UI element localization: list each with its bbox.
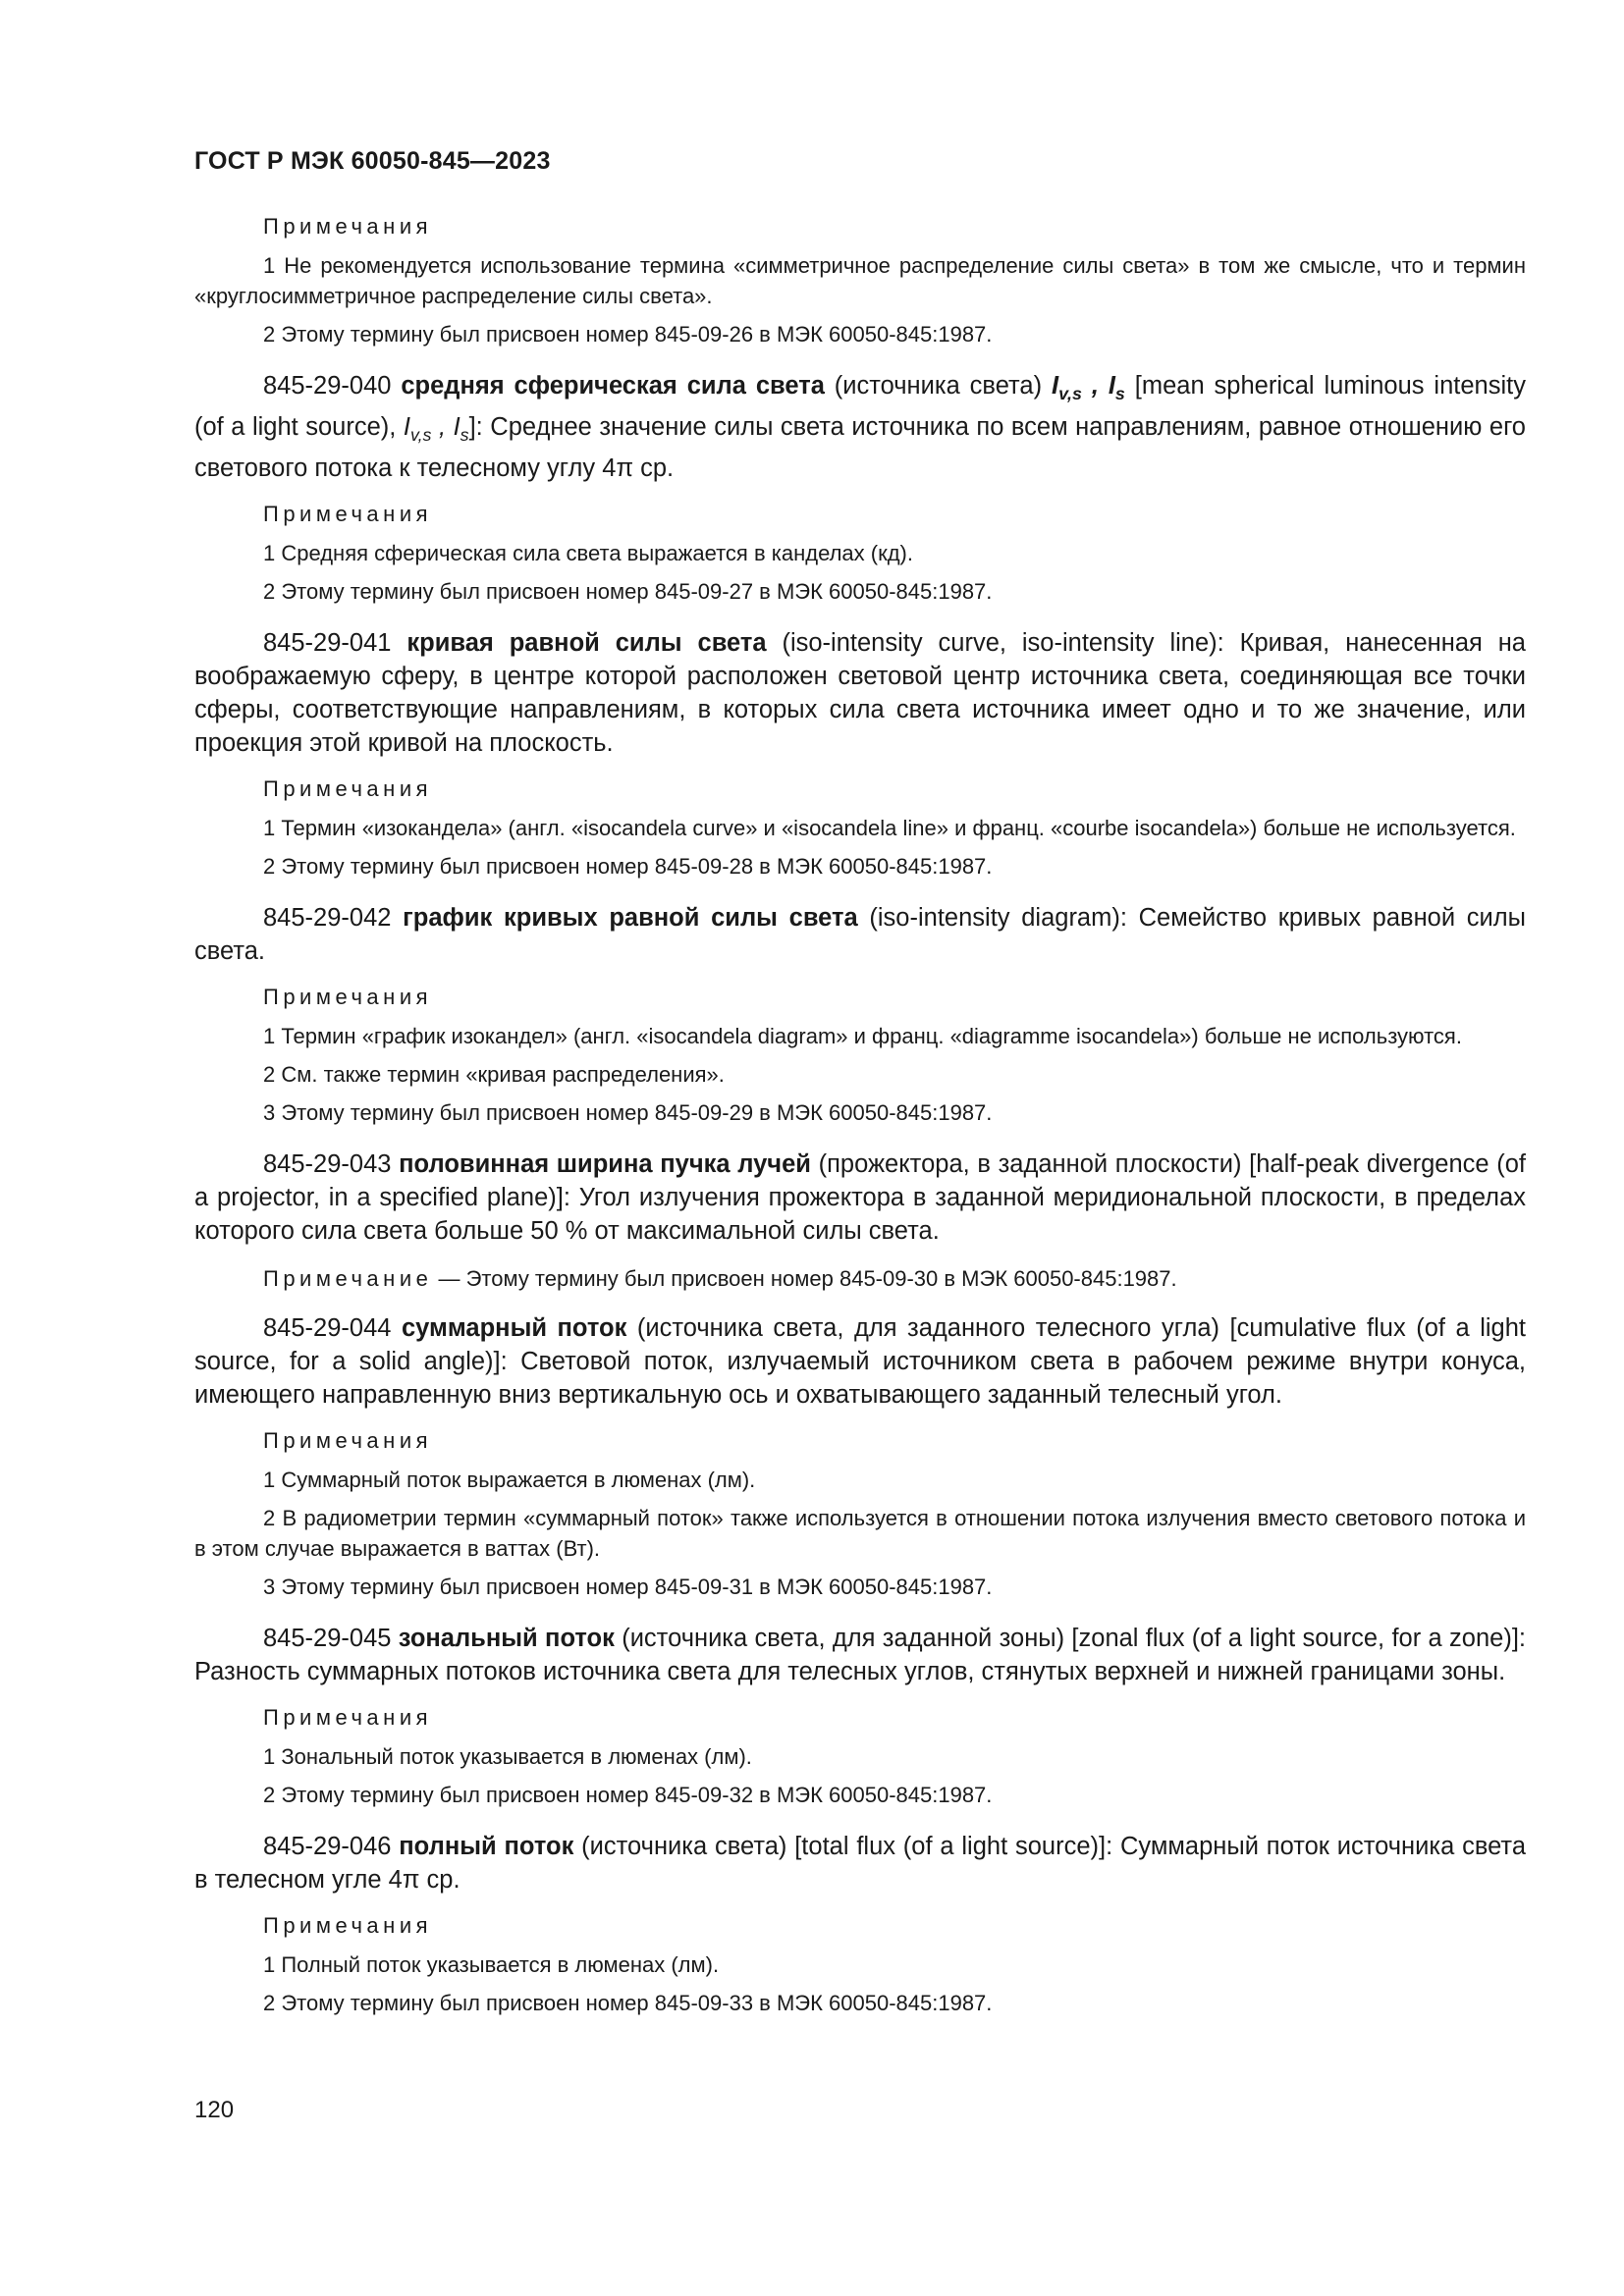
notes-title: Примечания bbox=[263, 502, 433, 527]
notes-block-044 bbox=[194, 1427, 1526, 1602]
term-text: (прожектора, в заданной плоскости) [half-peak divergence (of a projector, in a specified plane)]: Угол излучения прожектора в заданной меридиональной плоскости, в пределах которого сила света больше 50 % от максимальной силы света. bbox=[194, 1150, 1526, 1246]
term-text: [mean spherical luminous intensity (of a light source), bbox=[194, 372, 1526, 442]
notes-block-039 bbox=[194, 213, 1526, 349]
notes-title: Примечания bbox=[263, 1428, 433, 1454]
term-845-29-044 bbox=[194, 1311, 1526, 1412]
symbol-subscript: v,s bbox=[409, 425, 432, 446]
note: 1 Средняя сферическая сила света выражается в канделах (кд). bbox=[263, 541, 913, 566]
symbol-separator: , bbox=[1081, 372, 1109, 400]
note: 1 Суммарный поток выражается в люменах (лм). bbox=[263, 1468, 756, 1493]
note-label: Примечание bbox=[263, 1266, 433, 1292]
note: 1 Полный поток указывается в люменах (лм). bbox=[263, 1952, 720, 1978]
term-number: 845-29-044 bbox=[263, 1314, 392, 1343]
note: 2 Этому термину был присвоен номер 845-09-33 в МЭК 60050-845:1987. bbox=[263, 1991, 993, 2016]
note: 2 См. также термин «кривая распределения». bbox=[263, 1062, 725, 1088]
notes-title: Примечания bbox=[263, 1913, 433, 1939]
term-text: ]: Среднее значение силы света источника по всем направлениям, равное отношению его светового потока к телесному углу 4π ср. bbox=[194, 413, 1526, 483]
notes-block-040 bbox=[194, 501, 1526, 607]
term-number: 845-29-042 bbox=[263, 904, 392, 933]
term-845-29-043 bbox=[194, 1148, 1526, 1248]
note: 1 Термин «изокандела» (англ. «isocandela curve» и «isocandela line» и франц. «courbe isocandela») больше не используется. bbox=[263, 816, 1516, 841]
symbol-subscript: s bbox=[1114, 384, 1125, 404]
term-name: полный поток bbox=[399, 1833, 574, 1861]
term-number: 845-29-045 bbox=[263, 1625, 392, 1653]
note: 1 Не рекомендуется использование термина «симметричное распределение силы света» в том же смысле, что и термин «круглосимметричное распределение силы света». bbox=[194, 253, 1526, 308]
term-name: график кривых равной силы света bbox=[403, 904, 858, 933]
term-number: 845-29-046 bbox=[263, 1833, 392, 1861]
notes-block-045 bbox=[194, 1704, 1526, 1810]
symbol-subscript: v,s bbox=[1058, 384, 1082, 404]
notes-title: Примечания bbox=[263, 776, 433, 802]
term-text: (iso-intensity curve, iso-intensity line): Кривая, нанесенная на воображаемую сферу, в центре которой расположен световой центр источника света, соединяющая все точки сферы, соответствующие направлениям, в которых сила света источника имеет одно и то же значение, или проекция этой кривой на плоскость. bbox=[194, 629, 1526, 758]
symbol: I bbox=[403, 413, 410, 442]
note: 3 Этому термину был присвоен номер 845-09-31 в МЭК 60050-845:1987. bbox=[263, 1575, 993, 1600]
note: 2 Этому термину был присвоен номер 845-09-32 в МЭК 60050-845:1987. bbox=[263, 1783, 993, 1808]
note-text: — Этому термину был присвоен номер 845-09-30 в МЭК 60050-845:1987. bbox=[432, 1266, 1177, 1292]
term-845-29-040 bbox=[194, 369, 1526, 485]
symbol: I bbox=[453, 413, 460, 442]
notes-block-042 bbox=[194, 984, 1526, 1128]
notes-block-046 bbox=[194, 1912, 1526, 2018]
term-text: (источника света) [total flux (of a light source)]: Суммарный поток источника света в телесном угле 4π ср. bbox=[194, 1833, 1526, 1895]
notes-title: Примечания bbox=[263, 1705, 433, 1731]
page-number: 120 bbox=[194, 2097, 235, 2123]
term-name: средняя сферическая сила света bbox=[401, 372, 825, 400]
term-text: (источника света, для заданного телесного угла) [cumulative flux (of a light source, for a solid angle)]: Световой поток, излучаемый источником света в рабочем режиме внутри конуса, имеющего направленную вниз вертикальную ось и охватывающего заданный телесный угол. bbox=[194, 1314, 1527, 1410]
term-name: суммарный поток bbox=[401, 1314, 627, 1343]
note: 1 Термин «график изокандел» (англ. «isocandela diagram» и франц. «diagramme isocandela») больше не используются. bbox=[263, 1024, 1462, 1049]
symbol-separator: , bbox=[431, 413, 454, 442]
term-number: 845-29-043 bbox=[263, 1150, 392, 1179]
notes-title: Примечания bbox=[263, 214, 433, 239]
term-name: зональный поток bbox=[398, 1625, 615, 1653]
term-number: 845-29-040 bbox=[263, 372, 392, 400]
term-text: (iso-intensity diagram): Семейство кривых равной силы света. bbox=[194, 904, 1526, 966]
note: 2 Этому термину был присвоен номер 845-09-26 в МЭК 60050-845:1987. bbox=[263, 322, 993, 347]
note: 3 Этому термину был присвоен номер 845-09-29 в МЭК 60050-845:1987. bbox=[263, 1100, 993, 1126]
document-header: ГОСТ Р МЭК 60050-845—2023 bbox=[194, 147, 551, 175]
note: 2 Этому термину был присвоен номер 845-09-27 в МЭК 60050-845:1987. bbox=[263, 579, 993, 605]
note: 2 Этому термину был присвоен номер 845-09-28 в МЭК 60050-845:1987. bbox=[263, 854, 993, 880]
term-name: кривая равной силы света bbox=[406, 629, 767, 658]
term-845-29-046 bbox=[194, 1830, 1526, 1896]
symbol-subscript: s bbox=[460, 425, 469, 446]
document-page bbox=[194, 147, 1526, 2038]
single-note-043 bbox=[194, 1263, 1526, 1294]
term-text: (источника света) bbox=[824, 372, 1053, 400]
term-name: половинная ширина пучка лучей bbox=[399, 1150, 811, 1179]
notes-title: Примечания bbox=[263, 985, 433, 1010]
term-845-29-045 bbox=[194, 1622, 1526, 1688]
symbol: I bbox=[1108, 372, 1115, 400]
term-845-29-042 bbox=[194, 901, 1526, 968]
symbol: I bbox=[1052, 372, 1059, 400]
note: 1 Зональный поток указывается в люменах (лм). bbox=[263, 1744, 752, 1770]
term-number: 845-29-041 bbox=[263, 629, 392, 658]
term-text: (источника света, для заданной зоны) [zonal flux (of a light source, for a zone)]: Разность суммарных потоков источника света для телесных углов, стянутых верхней и нижней границами зоны. bbox=[194, 1625, 1526, 1686]
term-845-29-041 bbox=[194, 626, 1526, 760]
notes-block-041 bbox=[194, 775, 1526, 881]
note: 2 В радиометрии термин «суммарный поток» также используется в отношении потока излучения вместо светового потока и в этом случае выражается в ваттах (Вт). bbox=[194, 1506, 1526, 1562]
